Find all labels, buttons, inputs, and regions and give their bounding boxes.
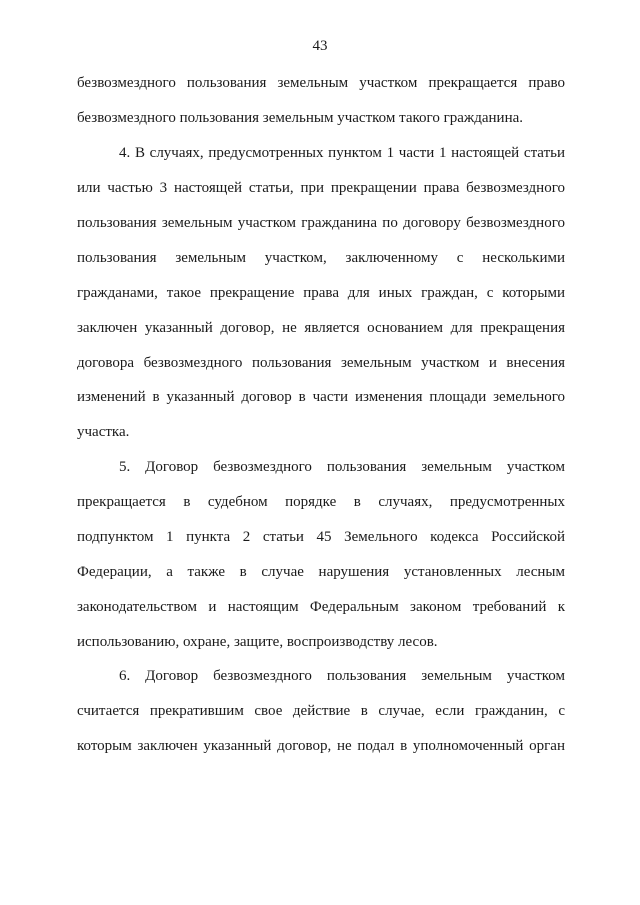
text-line: договора безвозмездного пользования земельным участком и внесения: [77, 355, 565, 371]
text-line: использованию, охране, защите, воспроизводству лесов.: [77, 634, 438, 650]
text-line: считается прекратившим свое действие в случае, если гражданин, с: [77, 703, 565, 719]
text-line: безвозмездного пользования земельным участком такого гражданина.: [77, 110, 524, 126]
text-line: подпунктом 1 пункта 2 статьи 45 Земельного кодекса Российской: [77, 529, 565, 545]
text-line: пользования земельным участком гражданина по договору безвозмездного: [77, 215, 565, 231]
text-line: прекращается в судебном порядке в случаях, предусмотренных: [77, 494, 565, 510]
text-line: гражданами, такое прекращение права для иных граждан, с которыми: [77, 285, 565, 301]
text-line: 4. В случаях, предусмотренных пунктом 1 части 1 настоящей статьи: [119, 145, 565, 161]
page-number: 43: [312, 38, 328, 54]
text-line: законодательством и настоящим Федеральным законом требований к: [77, 599, 565, 615]
text-line: участка.: [77, 424, 130, 440]
text-line: безвозмездного пользования земельным участком прекращается право: [77, 75, 565, 91]
text-line: изменений в указанный договор в части изменения площади земельного: [77, 389, 565, 405]
text-line: Федерации, а также в случае нарушения установленных лесным: [77, 564, 565, 580]
text-line: пользования земельным участком, заключенному с несколькими: [77, 250, 565, 266]
text-line: 5. Договор безвозмездного пользования земельным участком: [119, 459, 565, 475]
text-line: заключен указанный договор, не является основанием для прекращения: [77, 320, 565, 336]
text-line: или частью 3 настоящей статьи, при прекращении права безвозмездного: [77, 180, 565, 196]
text-line: 6. Договор безвозмездного пользования земельным участком: [119, 668, 565, 684]
text-line: которым заключен указанный договор, не подал в уполномоченный орган: [77, 738, 565, 754]
